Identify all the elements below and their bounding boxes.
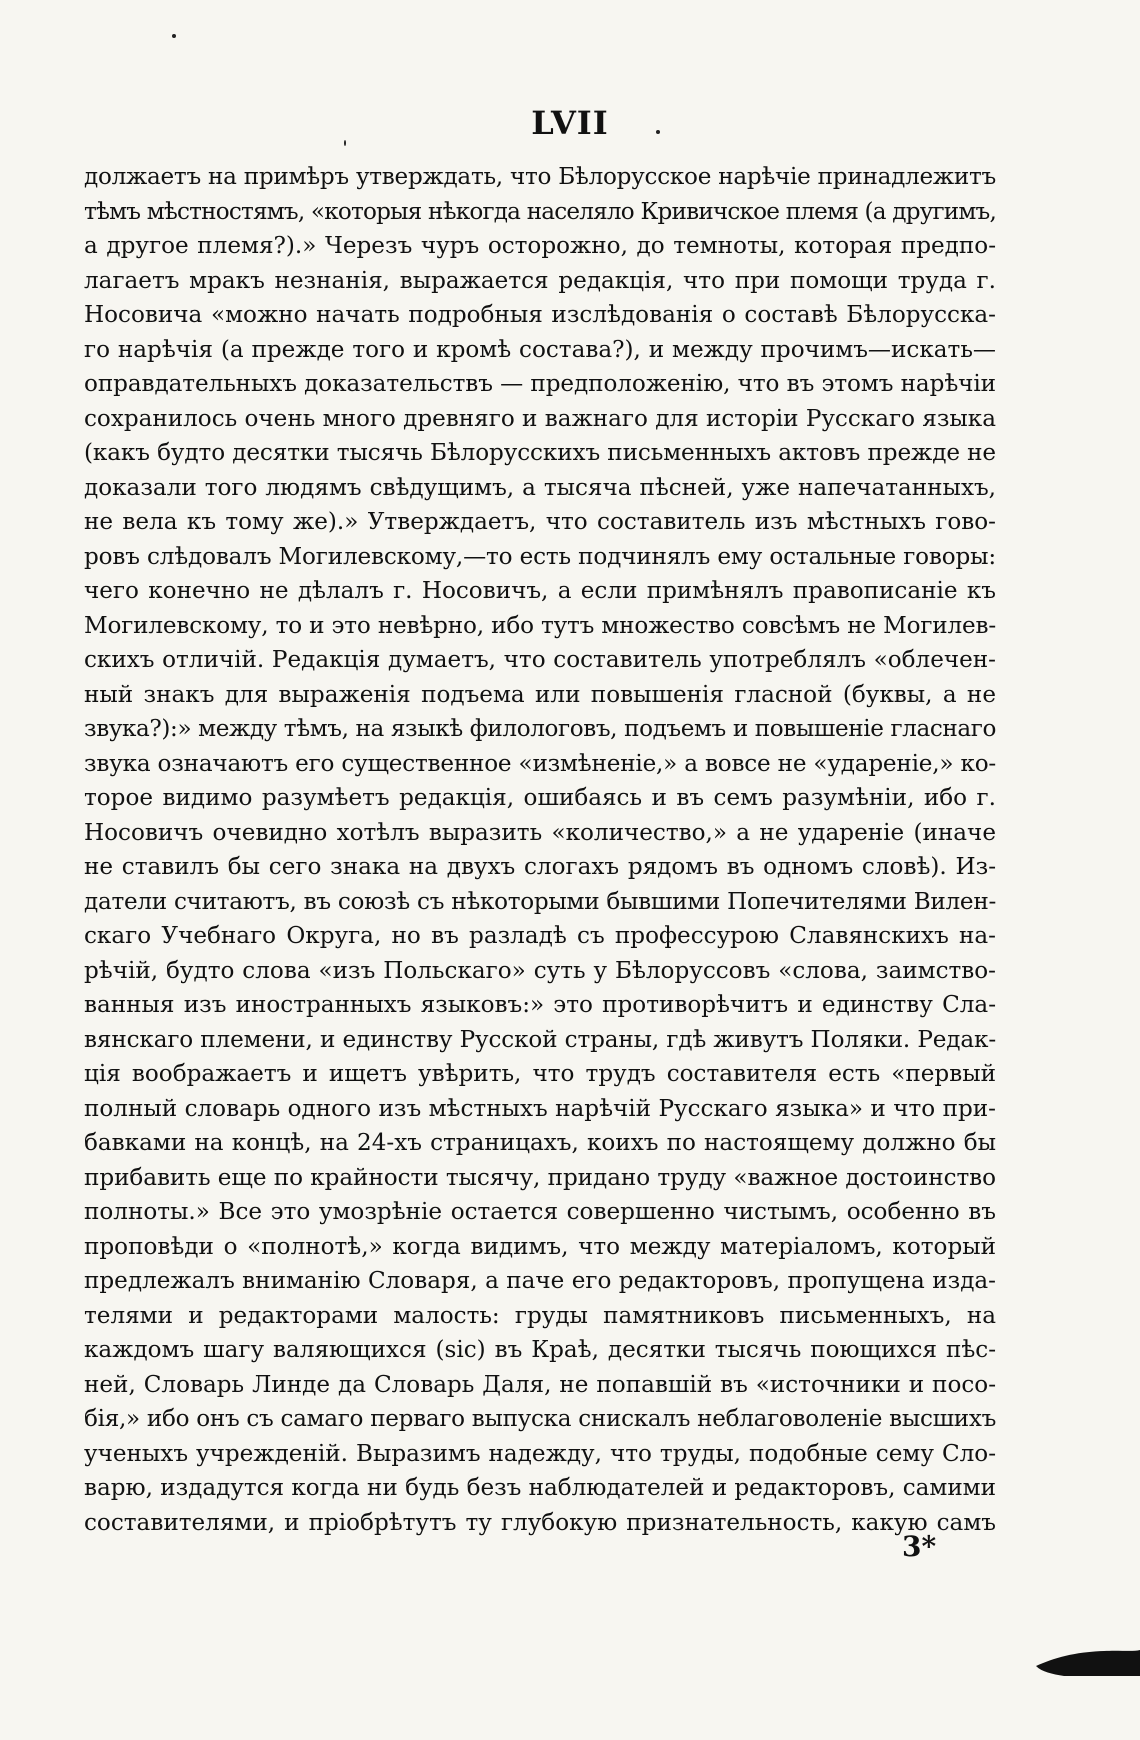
text-line: Носовичъ очевидно хотѣлъ выразить «количество,» а не удареніе (иначе [84, 819, 996, 846]
text-line: ученыхъ учрежденій. Выразимъ надежду, что труды, подобные сему Сло- [84, 1440, 996, 1467]
text-line: (какъ будто десятки тысячь Бѣлорусскихъ письменныхъ актовъ прежде не [84, 440, 996, 466]
text-line: датели считаютъ, въ союзѣ съ нѣкоторыми бывшими Попечителями Вилен- [84, 888, 996, 915]
text-line: а другое племя?).» Черезъ чуръ осторожно, до темноты, которая предпо- [84, 233, 996, 259]
text-line: не ставилъ бы сего знака на двухъ слогахъ рядомъ въ одномъ словѣ). Из- [84, 854, 996, 880]
text-line: ровъ слѣдовалъ Могилевскому,—то есть подчинялъ ему остальные говоры: [84, 543, 996, 570]
text-line: бія,» ибо онъ съ самаго перваго выпуска снискалъ неблаговоленіе высшихъ [84, 1406, 996, 1432]
ink-speck [656, 130, 660, 134]
text-line: ней, Словарь Линде да Словарь Даля, не попавшій въ «источники и посо- [84, 1371, 996, 1398]
text-line: бавками на концѣ, на 24-хъ страницахъ, коихъ по настоящему должно бы [84, 1130, 996, 1156]
text-line: предлежалъ вниманію Словаря, а паче его редакторовъ, пропущена изда- [84, 1268, 996, 1294]
text-line: полноты.» Все это умозрѣніе остается совершенно чистымъ, особенно въ [84, 1199, 996, 1225]
text-line: ный знакъ для выраженія подъема или повышенія гласной (буквы, а не [84, 681, 996, 708]
text-line: полный словарь одного изъ мѣстныхъ нарѣчій Русскаго языка» и что при- [84, 1095, 996, 1122]
text-line: лагаетъ мракъ незнанія, выражается редакція, что при помощи труда г. [84, 267, 996, 294]
text-line: скаго Учебнаго Округа, но въ разладѣ съ профессурою Славянскихъ на- [84, 923, 996, 949]
text-line: Носовича «можно начать подробныя изслѣдованія о составѣ Бѣлорусска- [84, 302, 996, 328]
text-line: торое видимо разумѣетъ редакція, ошибаясь и въ семъ разумѣніи, ибо г. [84, 785, 996, 811]
text-line: не вела къ тому же).» Утверждаетъ, что составитель изъ мѣстныхъ гово- [84, 509, 996, 535]
text-line: го нарѣчія (а прежде того и кромѣ состава?), и между прочимъ—искать— [84, 336, 996, 363]
text-line: прибавить еще по крайности тысячу, придано труду «важное достоинство [84, 1164, 996, 1191]
text-line: составителями, и пріобрѣтутъ ту глубокую признательность, какую самъ [84, 1509, 996, 1536]
text-line: рѣчій, будто слова «изъ Польскаго» суть у Бѣлоруссовъ «слова, заимство- [84, 957, 996, 984]
text-line: звука означаютъ его существенное «измѣненіе,» а вовсе не «удареніе,» ко- [84, 750, 996, 777]
text-line: вянскаго племени, и единству Русской страны, гдѣ живутъ Поляки. Редак- [84, 1026, 996, 1053]
scan-edge-blot [1034, 1648, 1140, 1676]
text-line: доказали того людямъ свѣдущимъ, а тысяча пѣсней, уже напечатанныхъ, [84, 474, 996, 501]
text-line: звука?):» между тѣмъ, на языкѣ филологовъ, подъемъ и повышеніе гласнаго [84, 716, 996, 742]
body-text [84, 160, 996, 1540]
text-line: ванныя изъ иностранныхъ языковъ:» это противорѣчитъ и единству Сла- [84, 992, 996, 1018]
text-line: сохранилось очень много древняго и важнаго для исторіи Русскаго языка [84, 405, 996, 432]
text-line: Могилевскому, то и это невѣрно, ибо тутъ множество совсѣмъ не Могилев- [84, 612, 996, 639]
text-line: каждомъ шагу валяющихся (sic) въ Краѣ, десятки тысячь поющихся пѣс- [84, 1337, 996, 1363]
text-line: проповѣди о «полнотѣ,» когда видимъ, что между матеріаломъ, который [84, 1233, 996, 1260]
ink-speck [344, 140, 346, 146]
text-line: телями и редакторами малость: груды памятниковъ письменныхъ, на [84, 1302, 996, 1329]
text-line: варю, издадутся когда ни будь безъ наблюдателей и редакторовъ, самими [84, 1475, 996, 1501]
page-number: LVII [531, 104, 609, 142]
ink-speck [172, 34, 176, 38]
text-line: скихъ отличій. Редакція думаетъ, что составитель употреблялъ «облечен- [84, 647, 996, 673]
signature-mark: 3* [902, 1530, 937, 1563]
text-line: должаетъ на примѣръ утверждать, что Бѣлорусское нарѣчіе принадлежитъ [84, 164, 996, 190]
text-line: чего конечно не дѣлалъ г. Носовичъ, а если примѣнялъ правописаніе къ [84, 578, 996, 604]
text-line: ція воображаетъ и ищетъ увѣрить, что трудъ составителя есть «первый [84, 1061, 996, 1087]
text-line: оправдательныхъ доказательствъ — предположенію, что въ этомъ нарѣчіи [84, 371, 996, 397]
text-line: тѣмъ мѣстностямъ, «которыя нѣкогда населяло Кривичское племя (а другимъ, [84, 198, 996, 225]
